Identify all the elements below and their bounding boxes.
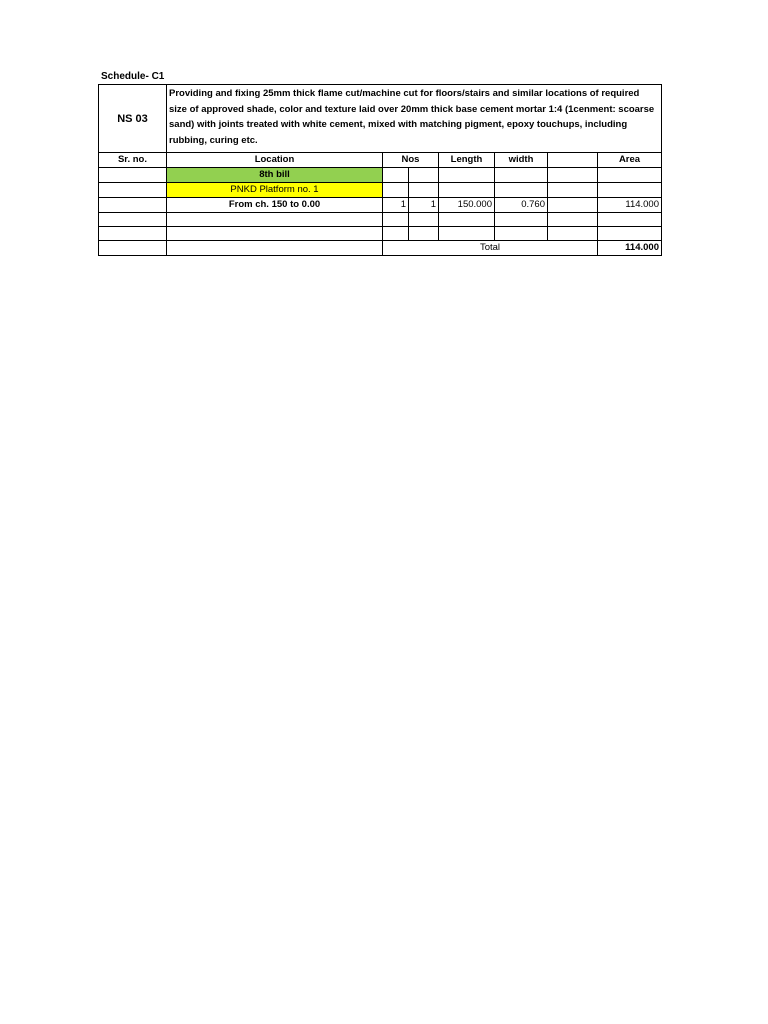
cell-extra xyxy=(548,227,598,241)
header-row xyxy=(99,153,662,168)
schedule-title: Schedule- C1 xyxy=(101,71,165,82)
cell-sr xyxy=(99,183,167,198)
cell-nos2 xyxy=(409,213,439,227)
cell-nos1 xyxy=(383,213,409,227)
cell-area xyxy=(598,213,662,227)
cell-width xyxy=(495,227,548,241)
header-blank xyxy=(548,153,598,168)
cell-location xyxy=(167,213,383,227)
header-sr-no: Sr. no. xyxy=(99,153,167,168)
cell-extra xyxy=(548,183,598,198)
cell-location: 8th bill xyxy=(167,168,383,183)
cell-nos1 xyxy=(383,183,409,198)
cell-length xyxy=(439,213,495,227)
cell-nos2 xyxy=(409,168,439,183)
cell-location xyxy=(167,227,383,241)
total-location-cell xyxy=(167,241,383,256)
header-area: Area xyxy=(598,153,662,168)
cell-nos2: 1 xyxy=(409,198,439,213)
header-nos: Nos xyxy=(383,153,439,168)
cell-width xyxy=(495,168,548,183)
cell-area xyxy=(598,168,662,183)
description-row xyxy=(99,85,662,153)
cell-extra xyxy=(548,198,598,213)
cell-width: 0.760 xyxy=(495,198,548,213)
cell-extra xyxy=(548,213,598,227)
item-code: NS 03 xyxy=(99,85,167,153)
cell-area xyxy=(598,227,662,241)
total-row xyxy=(99,241,662,256)
total-sr-cell xyxy=(99,241,167,256)
cell-width xyxy=(495,183,548,198)
cell-nos2 xyxy=(409,227,439,241)
header-width: width xyxy=(495,153,548,168)
measurement-sheet xyxy=(98,84,662,256)
cell-nos1 xyxy=(383,227,409,241)
cell-area: 114.000 xyxy=(598,198,662,213)
cell-area xyxy=(598,183,662,198)
table-row xyxy=(99,198,662,213)
cell-width xyxy=(495,213,548,227)
cell-nos1: 1 xyxy=(383,198,409,213)
cell-location: PNKD Platform no. 1 xyxy=(167,183,383,198)
cell-length xyxy=(439,168,495,183)
cell-sr xyxy=(99,168,167,183)
cell-extra xyxy=(548,168,598,183)
cell-nos1 xyxy=(383,168,409,183)
header-location: Location xyxy=(167,153,383,168)
cell-sr xyxy=(99,227,167,241)
cell-sr xyxy=(99,198,167,213)
cell-length: 150.000 xyxy=(439,198,495,213)
header-length: Length xyxy=(439,153,495,168)
table-row xyxy=(99,183,662,198)
cell-sr xyxy=(99,213,167,227)
table-row xyxy=(99,213,662,227)
total-area: 114.000 xyxy=(598,241,662,256)
total-label: Total xyxy=(383,241,598,256)
cell-length xyxy=(439,227,495,241)
cell-location: From ch. 150 to 0.00 xyxy=(167,198,383,213)
item-description: Providing and fixing 25mm thick flame cut/machine cut for floors/stairs and similar locations of required size of approved shade, color and texture laid over 20mm thick base cement mortar 1:4 (1cenment: scoarse sand) with joints treated with white cement, mixed with matching pigment, epoxy touchups, including rubbing, curing etc. xyxy=(167,85,662,153)
cell-length xyxy=(439,183,495,198)
cell-nos2 xyxy=(409,183,439,198)
table-row xyxy=(99,168,662,183)
table-row xyxy=(99,227,662,241)
